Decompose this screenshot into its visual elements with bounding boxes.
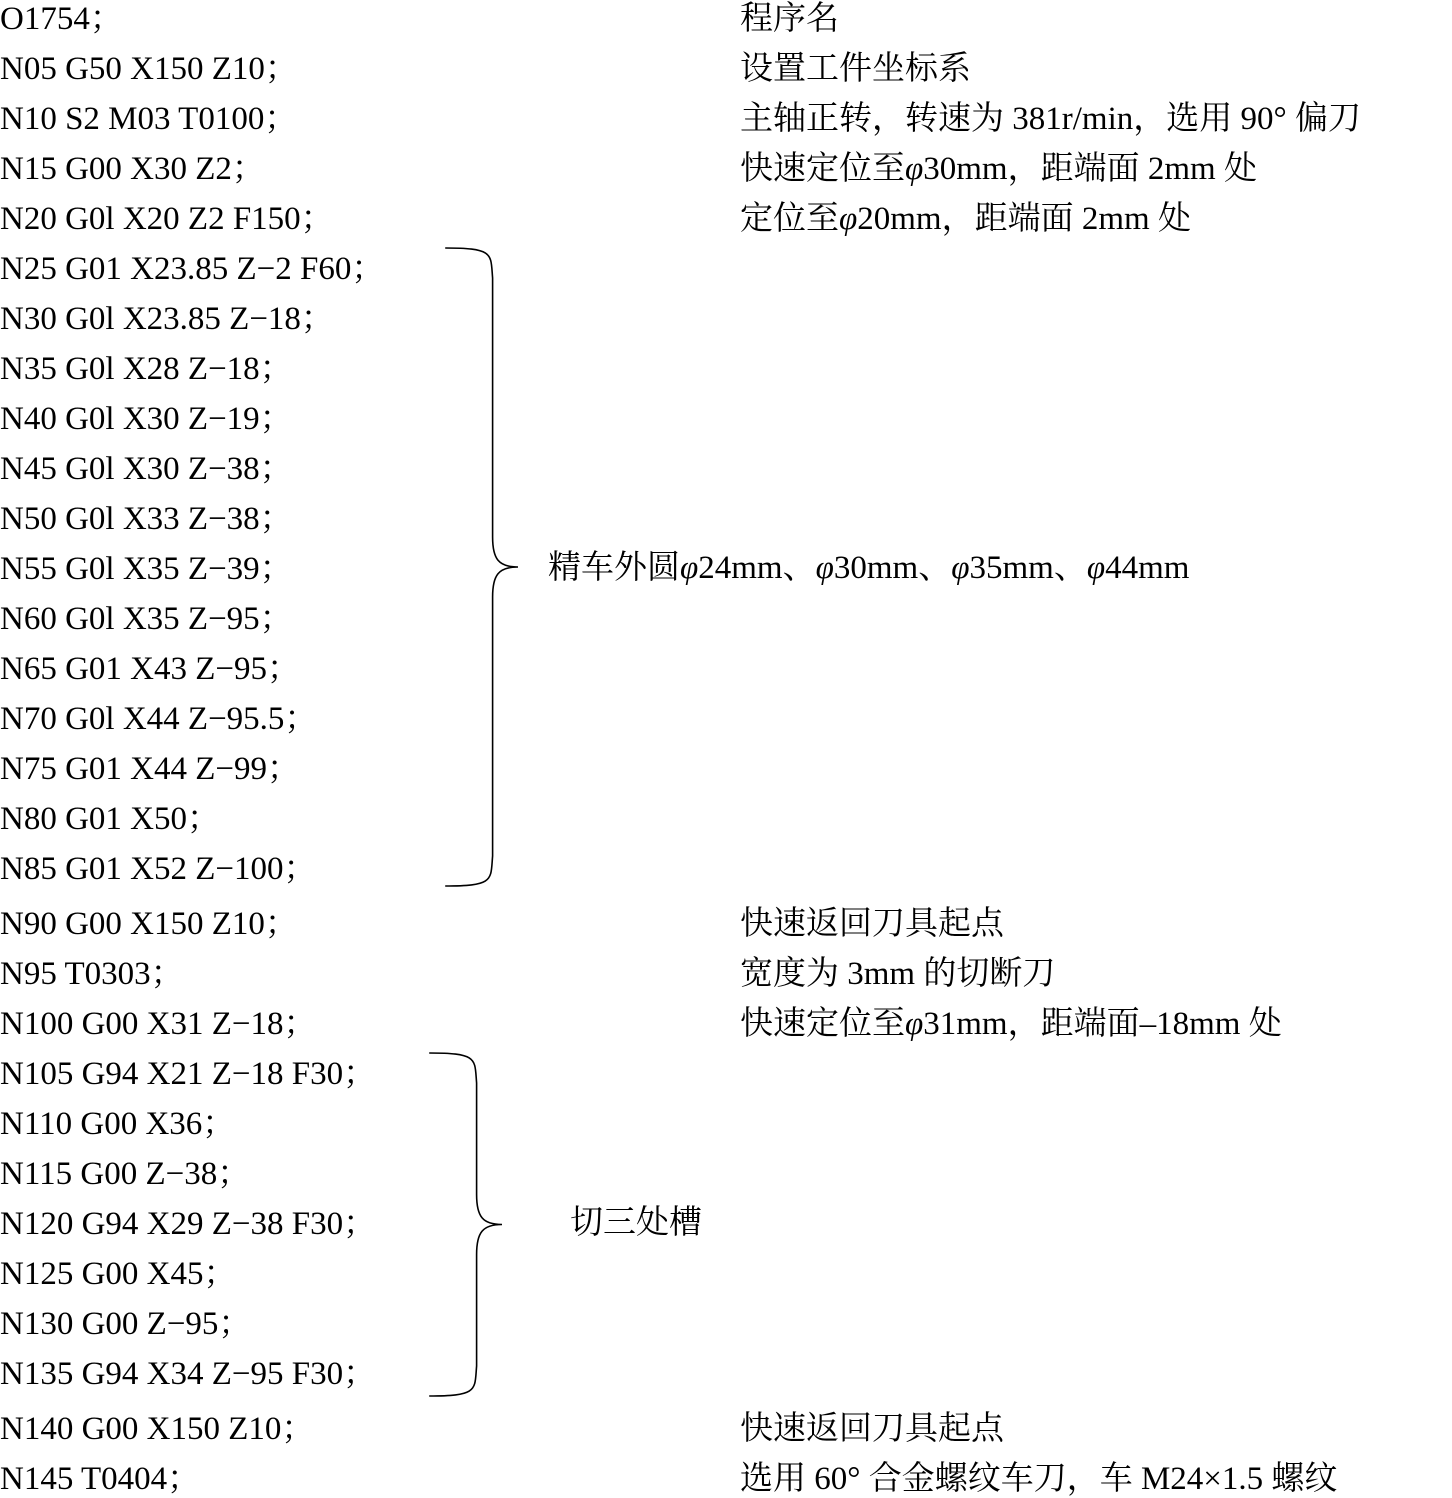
code-comment: 快速定位至φ30mm，距端面 2mm 处 — [740, 151, 1257, 187]
code-line: N120 G94 X29 Z−38 F30； — [0, 1206, 377, 1242]
code-comment: 主轴正转，转速为 381r/min，选用 90° 偏刀 — [740, 101, 1361, 137]
code-line: N60 G0l X35 Z−95； — [0, 601, 293, 637]
code-line: N95 T0303； — [0, 956, 184, 992]
code-line: N05 G50 X150 Z10； — [0, 51, 298, 87]
code-comment: 定位至φ20mm，距端面 2mm 处 — [740, 201, 1191, 237]
code-line: N130 G00 Z−95； — [0, 1306, 252, 1342]
code-line: N10 S2 M03 T0100； — [0, 101, 298, 137]
code-line: N65 G01 X43 Z−95； — [0, 651, 301, 687]
code-line: N25 G01 X23.85 Z−2 F60； — [0, 251, 385, 287]
code-line: N75 G01 X44 Z−99； — [0, 751, 301, 787]
code-line: N80 G01 X50； — [0, 801, 220, 837]
code-comment: 程序名 — [740, 1, 839, 37]
code-line: N100 G00 X31 Z−18； — [0, 1006, 317, 1042]
code-line: N115 G00 Z−38； — [0, 1156, 251, 1192]
code-line: N85 G01 X52 Z−100； — [0, 851, 317, 887]
code-line: N45 G0l X30 Z−38； — [0, 451, 293, 487]
code-line: N70 G0l X44 Z−95.5； — [0, 701, 318, 737]
code-comment: 设置工件坐标系 — [740, 51, 971, 87]
brace-finishing-group — [445, 248, 518, 886]
code-comment: 快速返回刀具起点 — [740, 1411, 1004, 1447]
code-line: N135 G94 X34 Z−95 F30； — [0, 1356, 377, 1392]
code-line: N125 G00 X45； — [0, 1256, 237, 1292]
code-line: N105 G94 X21 Z−18 F30； — [0, 1056, 377, 1092]
brace-grooving-group — [429, 1053, 502, 1396]
code-comment: 快速返回刀具起点 — [740, 906, 1004, 942]
code-line: N20 G0l X20 Z2 F150； — [0, 201, 334, 237]
code-line: N55 G0l X35 Z−39； — [0, 551, 293, 587]
grooving-group-label: 切三处槽 — [570, 1205, 702, 1241]
code-comment: 选用 60° 合金螺纹车刀，车 M24×1.5 螺纹 — [740, 1461, 1338, 1497]
finishing-group-label: 精车外圆φ24mm、φ30mm、φ35mm、φ44mm — [548, 550, 1190, 586]
code-line: N110 G00 X36； — [0, 1106, 236, 1142]
code-line: O1754； — [0, 1, 123, 37]
code-line: N90 G00 X150 Z10； — [0, 906, 298, 942]
code-comment: 快速定位至φ31mm，距端面–18mm 处 — [740, 1006, 1282, 1042]
code-line: N140 G00 X150 Z10； — [0, 1411, 315, 1447]
code-line: N40 G0l X30 Z−19； — [0, 401, 293, 437]
code-comment: 宽度为 3mm 的切断刀 — [740, 956, 1056, 992]
code-line: N15 G00 X30 Z2； — [0, 151, 265, 187]
code-line: N30 G0l X23.85 Z−18； — [0, 301, 334, 337]
code-line: N145 T0404； — [0, 1461, 201, 1497]
code-line: N50 G0l X33 Z−38； — [0, 501, 293, 537]
code-line: N35 G0l X28 Z−18； — [0, 351, 293, 387]
